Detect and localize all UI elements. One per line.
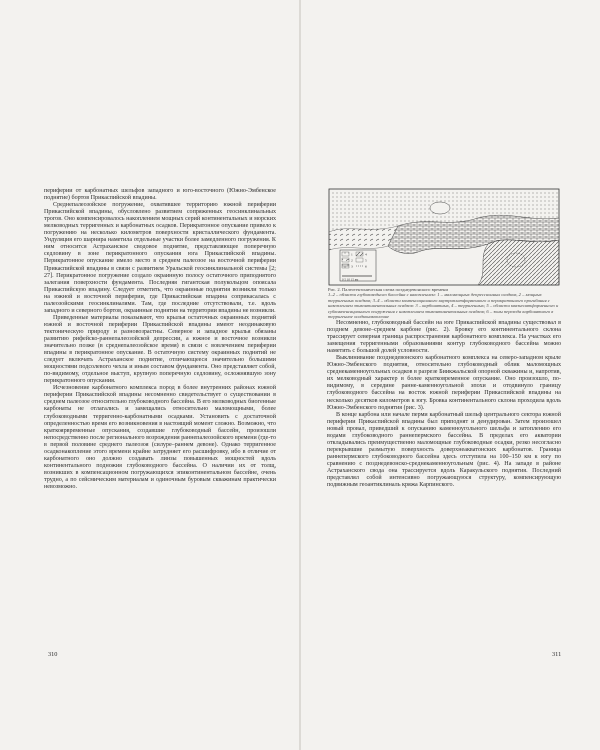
- left-page-text: [44, 188, 276, 491]
- scale-label: 0 5 10 15 км: [342, 277, 359, 282]
- right-paragraph-3: В конце карбона или начале перми карбонатный шельф центрального сектора южной периферии Прикаспийской впадины был приподнят и денудирован. Затем произошел новый провал, приведший к опусканию каменноугольного шельфа и затоплению его водами глубоководного раннепермского бассейна. В пределах его акватории откладывались преимущественно маломощные глубоководные осадки, резко несогласно перекрывшие размытую поверхность доверхнеакватонских карбонатов. Граница раннепермского глубоководного бассейна здесь отступила на 100–150 км к югу по сравнению с позднедевонско-среднекаменноугольным (рис. 4). На западе в районе Астраханского свода она трассируется вдоль Каракульского поднятия. Последний представлял собой интенсивно погружающуюся структуру, компенсирующую подвижным геоантиклиналь кряжа Карпинского.: [327, 411, 561, 489]
- legend-num-5: 5: [365, 258, 367, 263]
- paleotectonic-map: [328, 188, 560, 286]
- legend-num-1: 1: [351, 252, 353, 257]
- figure-caption: [328, 287, 564, 319]
- legend-num-2: 2: [351, 258, 353, 263]
- right-page-number: 311: [552, 651, 562, 658]
- right-paragraph-2: Выклинивание позднедевонского карбонатного комплекса на северо-западном крыле Южно-Эмбенского поднятия, относительно глубоководный облик маломощных среднекаменноугольных осадков в разрезе Биикжальской опорной скважины и, напротив, их мелководный характер в более кратковременное опускание. Оно произошло, по-видимому, в середине ранне-каменноугольной эпохи и отодвинуло границу глубоководного бассейна на восток южной периферии Прикаспийской впадины на несколько десятков километров к югу. Бровка континентального склона проходила вдоль Южно-Эмбенского поднятия (рис. 3).: [327, 355, 561, 411]
- left-paragraph-3: Приведенные материалы показывают, что крылья остаточных окраинных поднятий южной и восточной периферии Прикаспийской впадины имеют неодинаковую тектоническую природу и разновозрастны. Северное и западное крылья обязаны развитию рифейско-раннепалеозойской депрессии, а южное и восточное возникли значительно позже (в среднепалеозойское время) в связи с вовлечением периферии впадины в перикратонное опускание. В остаточную систему окраинных поднятий не следует включать Астраханское поднятие, отличающееся значительно большими мощностями подсолевого чехла и иным составом фундамента. Оно представляет собой, по-видимому, отдельное выступ, крупную поперечную седловину, осложнявшую зону перикратонного опускания.: [44, 314, 276, 385]
- legend-num-6: 6: [365, 264, 367, 269]
- figure-caption-legend: 1–2 – области глубоководного бассейна с накоплением: 1 – маломощных депрессионных осадков, 2 – мощных терригенных осадков; 3–4 – области компенсационного внутриплатформенного и перикратонного прогибания с накоплением эпиконтинентальных осадков: 3 – карбонатных, 4 – терригенных; 5 – области квазиплатформенного и субкомпенсационного погружения с накоплением эпиконтинентальных осадков; 6 – зоны перехода карбонатного в терригенное осадконакопление: [328, 292, 559, 320]
- right-paragraph-1: Несомненно, глубоководный бассейн на юге Прикаспийской впадины существовал в позднем девоне–среднем карбоне (рис. 2). Бровку его континентального склона трассирует северная граница распространения карбонатного комплекса. На участках его замещения терригенными образованиями контур глубоководного бассейна можно наметить с большой долей условности.: [327, 320, 561, 355]
- left-page-number: 310: [48, 651, 58, 658]
- left-paragraph-2: Среднепалеозойское погружение, охватившее территорию южной периферии Прикаспийской впадины, обусловлено развитием сопряженных геосинклинальных трогов. Оно компенсировалось накоплением мощных серий континентальных и морских мелководных терригенных и карбонатных осадков. Перикратонное опускание привело к погружению на несколько километров поверхности кристаллического фундамента. Ундуляция его шарнира наметила отдельные участки более замедленного погружения. К ним относится Астраханское сводовое поднятие, представляющее поперечную седловину в зоне перикратонного опускания юга Прикаспийской впадины. Перикратонное опускание имело место в среднем палеозое на восточной периферии Прикаспийской впадины в связи с развитием Уральской геосинклинальной системы [2; 27]. Перикратонное погружение создало окраинную полосу остаточного приподнятого залегания поверхности фундамента. Последняя гигантская полукольцом опоясала Прикаспийскую впадину. Следует отметить, что окраинные поднятия возникли только на южной и восточной периферии, где Прикаспийская впадина соприкасалась с палеозойскими геосинклиналями. Там, где последние отсутствовали, т.е. вдоль западного и северного бортов, окраинные поднятия на территории впадины не возникли.: [44, 202, 276, 314]
- left-paragraph-1: периферии от карбонатных шельфов западного и юго-восточного (Южно-Эмбенское поднятие) бортов Прикаспийской впадины.: [44, 188, 276, 202]
- right-page-text: [327, 320, 561, 489]
- uplift-outline: [430, 202, 450, 214]
- quasiplatform-area: [478, 240, 559, 285]
- figure-caption-title: Рис. 2. Палеотектоническая схема позднедевонского времени: [328, 287, 448, 292]
- legend-num-3: 3: [351, 264, 353, 269]
- paleotectonic-map-figure: [328, 188, 560, 286]
- legend-num-4: 4: [365, 252, 367, 257]
- left-paragraph-4: Исчезновение карбонатного комплекса пород в более внутренних районах южной периферии Прикаспийской впадины несомненно свидетельствует о существовании в среднем палеозое относительно глубоководного бассейна. В его мелководных биогенные карбонаты не отлагались и замещались относительно маломощными, более глубоководными терригенно-карбонатными осадками. Установить с достаточной определенностью время его возникновения в настоящий момент сложно. Возможно, что краткоярвременные опускания, создавшие глубоководный бассейн, произошли непосредственно после регионального возрождения раннепалеозойского времени (где-то в первой половине среднего палеозоя (силуре–раннем девоне). Однако терригенное осадконакопление этого времени крайне затрудняет его расшифровку, ибо в отличие от карбонатного оно должно создавать линзы повышенных мощностей вдоль континентального подножия глубоководного бассейна. О наличии их от толщ, возникших в компенсационном погружающихся эпиконтинентальном бассейне, очень трудно, а по сейсмическим материалам и одиночным буровым скважинам практически невозможно.: [44, 385, 276, 490]
